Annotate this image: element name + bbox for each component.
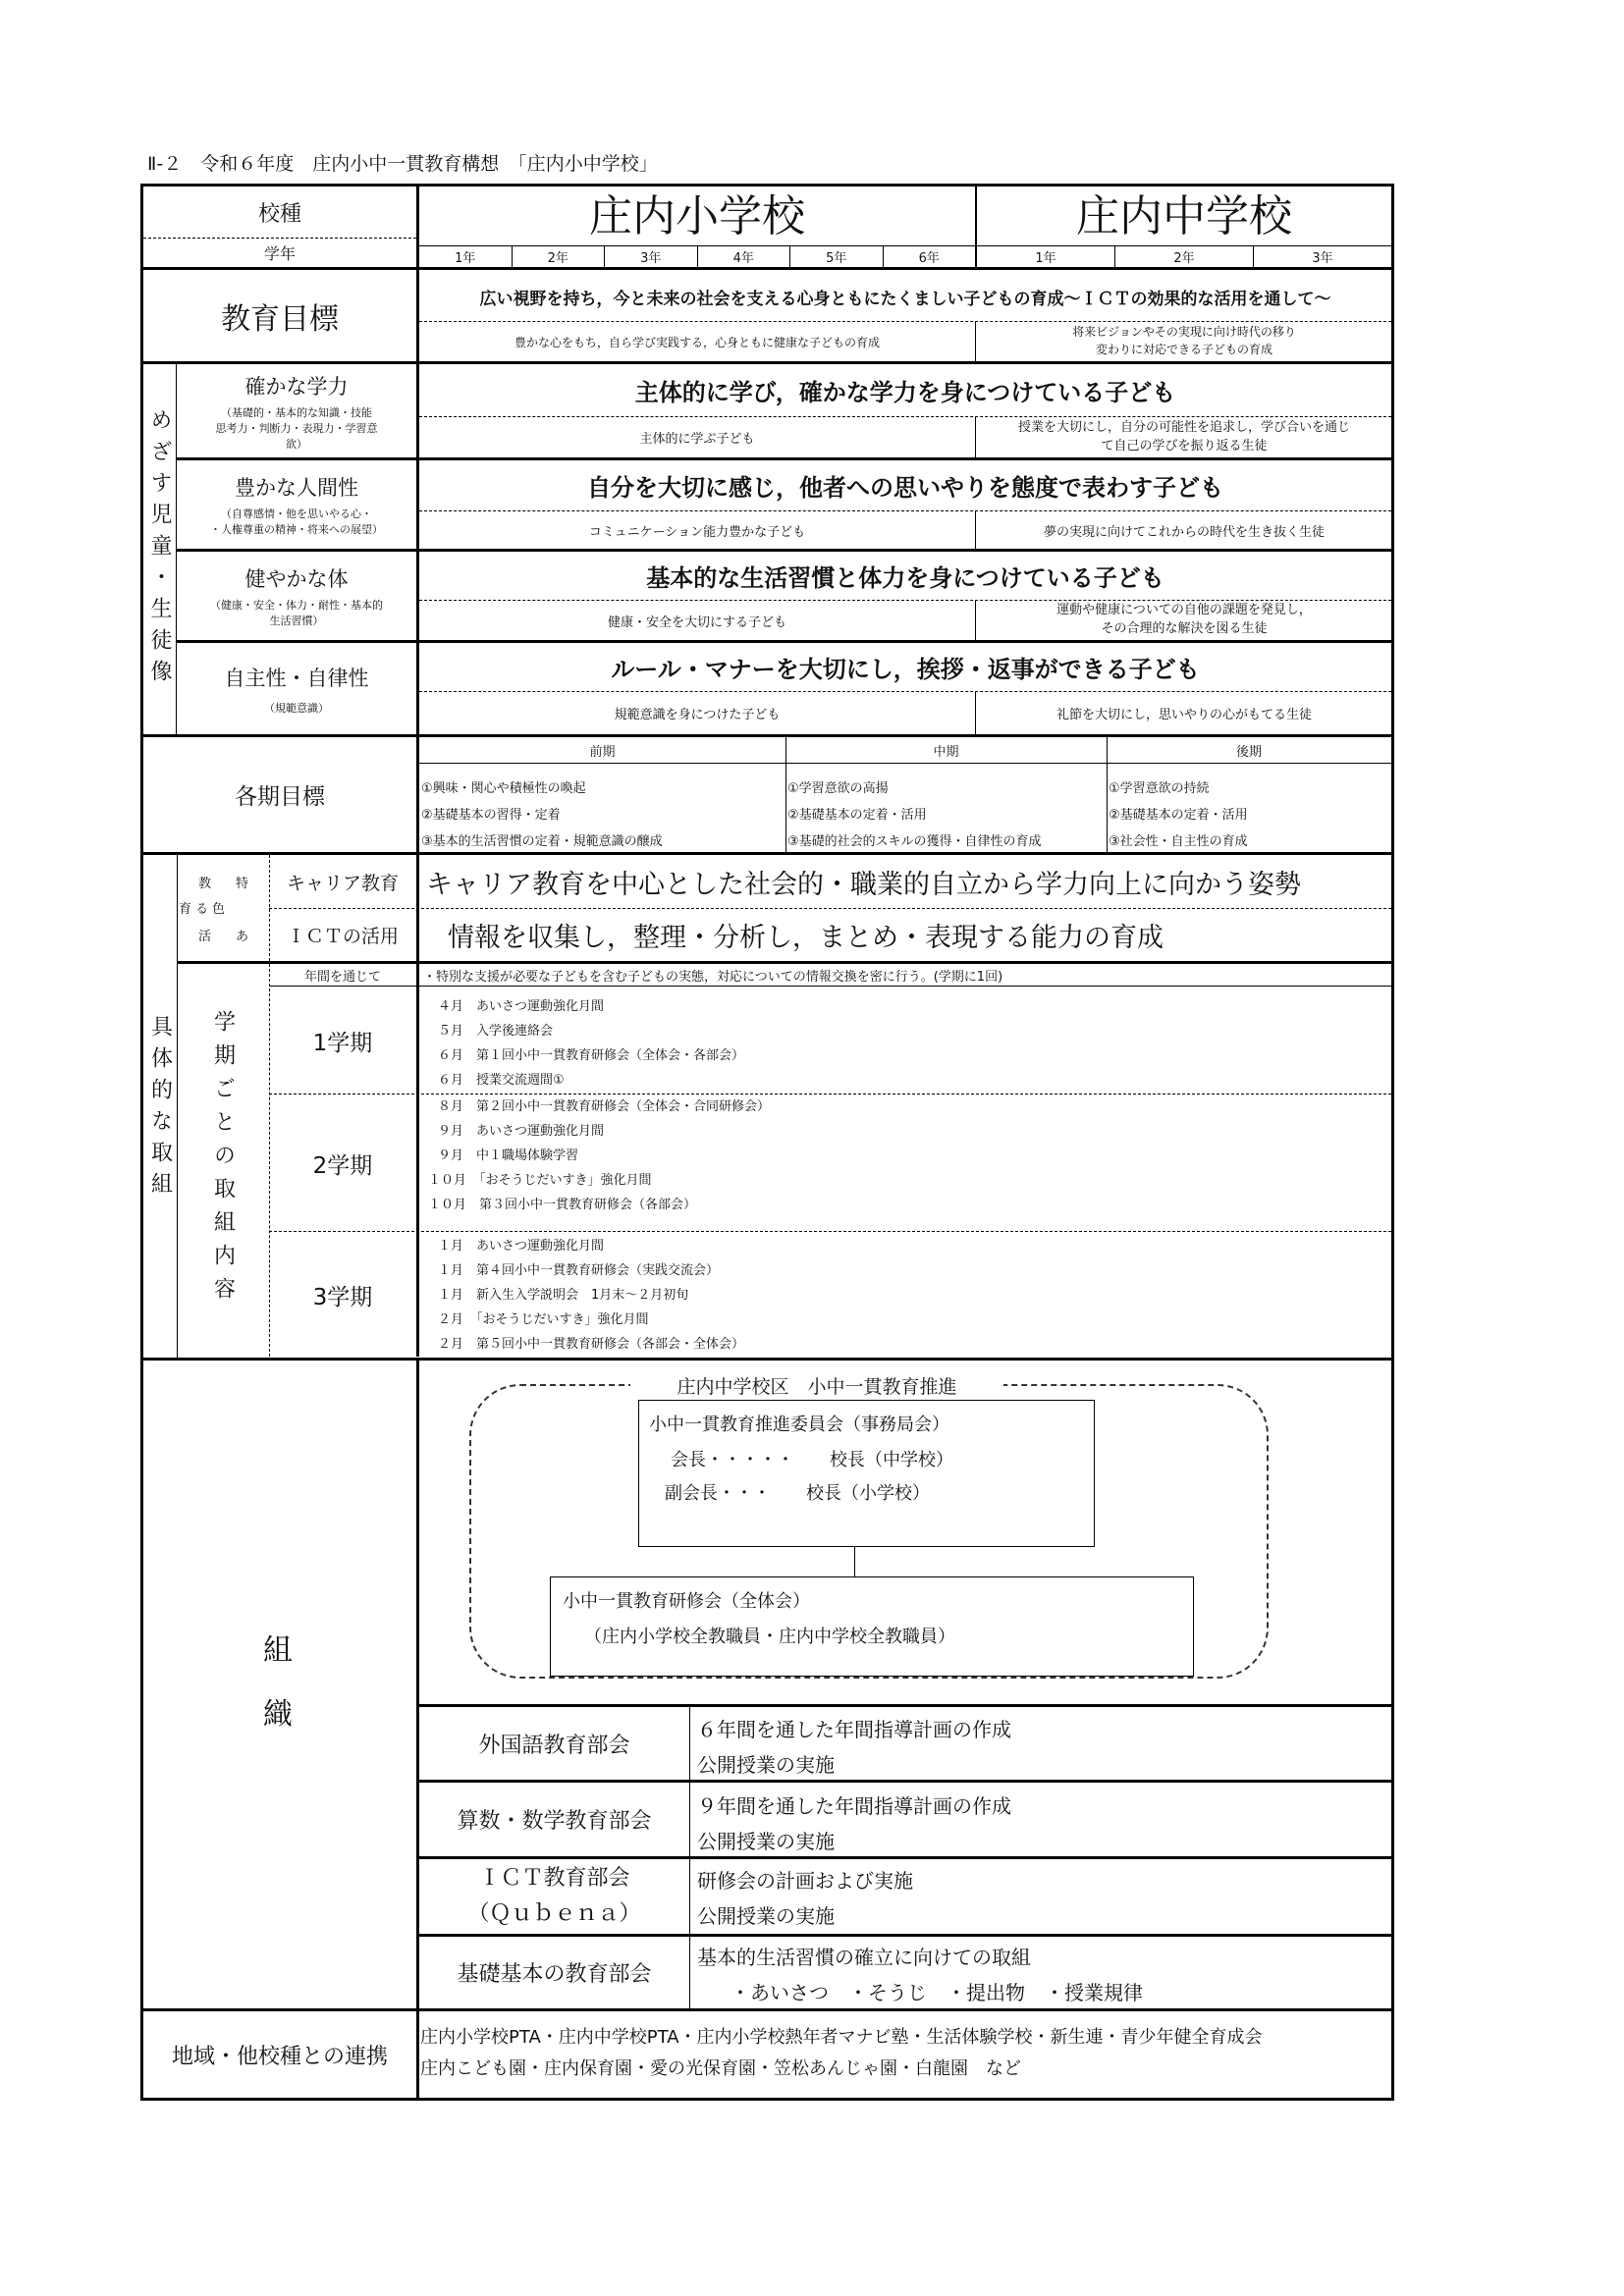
term-goal-list-late [1109,775,1389,855]
division-items: 基本的生活習慣の確立に向けての取組 ・あいさつ ・そうじ ・提出物 ・授業規律 [697,1946,1143,2004]
grade-cell: 3年 [1312,250,1333,266]
aim-junior-high: 授業を大切にし，自分の可能性を追求し，学び合いを通じ て自己の学びを振り返る生徒 [1017,419,1350,454]
aim-main: ルール・マナーを大切にし，挨拶・返事ができる子ども [611,655,1200,683]
list-item: １月 あいさつ運動強化月間 [438,1239,605,1254]
elementary-grades [419,245,975,267]
education-goal-elementary: 豊かな心をもち，自ら学び実践する，心身ともに健康な子どもの育成 [514,335,880,349]
term-1-list [438,994,1380,1093]
term-goals-label: 各期目標 [235,784,325,810]
list-item: ③基礎的社会的スキルの獲得・自律性の育成 [787,834,1042,849]
term-2-label: 2学期 [312,1152,373,1179]
term-goal-list-middle [787,775,1106,855]
division-items: ９年間を通した年間指導計画の作成 公開授業の実施 [697,1794,1011,1853]
term-1-label: 1学期 [312,1030,373,1056]
list-item: ②基礎基本の定着・活用 [787,808,927,823]
aim-junior-high: 礼節を大切にし，思いやりの心がもてる生徒 [1056,708,1312,722]
list-item: ５月 入学後連絡会 [438,1024,554,1039]
grade-cell: 1年 [419,245,513,267]
org-training-box: 小中一貫教育研修会（全体会） （庄内小学校全教職員・庄内中学校全教職員） [550,1576,1194,1677]
grade-cell: 3年 [605,245,698,267]
aim-elementary: 主体的に学ぶ子ども [639,432,755,447]
year-round-label: 年間を通じて [303,969,381,985]
division-name: ＩＣＴ教育部会 （Ｑｕｂｅｎａ） [467,1866,641,1926]
aim-row-autonomy [177,643,1391,734]
aim-label: 豊かな人間性 （自尊感情・他を思いやる心・ ・人権尊重の精神・将来への展望） [210,476,383,536]
list-item: ②基礎基本の定着・活用 [1109,808,1248,823]
list-item: ①興味・関心や積極性の喚起 [421,781,586,796]
list-item: ９月 中１職場体験学習 [438,1148,579,1163]
term-goal-list-early [421,775,785,855]
year-round-text: ・特別な支援が必要な子どもを含む子どもの実態，対応についての情報交換を密に行う。(学期に1回) [423,969,1003,985]
education-goal-junior-high: 将来ビジョンやその実現に向け時代の移り 変わりに対応できる子どもの育成 [1072,325,1296,356]
page-title: Ⅱ-２ 令和６年度 庄内小中一貫教育構想 「庄内小中学校」 [147,153,658,175]
education-goal-label: 教育目標 [221,301,339,337]
list-item: １０月 「おそうじだいすき」強化月間 [428,1173,652,1188]
aim-junior-high: 運動や健康についての自他の課題を発見し， その合理的な解決を図る生徒 [1056,603,1312,636]
list-item: ２月 第５回小中一貫教育研修会（各部会・全体会） [438,1337,745,1352]
list-item: ９月 あいさつ運動強化月間 [438,1124,605,1139]
grade-cell: 5年 [790,245,884,267]
list-item: ６月 第１回小中一貫教育研修会（全体会・各部会） [438,1048,745,1063]
aim-vertical-label: めざす児童・生徒像 [143,364,177,734]
list-item: ③基本的生活習慣の定着・規範意識の醸成 [421,834,663,849]
school-type-label: 校種 [257,201,301,227]
special-activities-label: 教 特 育る色 活 あ [179,877,255,944]
division-name: 外国語教育部会 [478,1733,630,1758]
list-item: ２月 「おそうじだいすき」強化月間 [438,1312,649,1327]
list-item: １月 第４回小中一貫教育研修会（実践交流会） [438,1263,720,1278]
list-item: ①学習意欲の持続 [1109,781,1210,796]
ict-label: ＩＣＴの活用 [286,925,399,947]
term-3-label: 3学期 [312,1284,373,1310]
aim-junior-high: 夢の実現に向けてこれからの時代を生き抜く生徒 [1043,524,1325,540]
community-text: 庄内小学校PTA・庄内中学校PTA・庄内小学校熱年者マナビ塾・生活体験学校・新生連・青少年健全育成会 庄内こども園・庄内保育園・愛の光保育園・笠松あんじゃ園・白龍園 など [420,2027,1263,2079]
junior-high-grades [977,245,1391,267]
term-3-list [438,1234,1380,1357]
term-2-list [428,1095,1380,1217]
list-item: １０月 第３回小中一貫教育研修会（各部会） [428,1198,697,1212]
aim-elementary: 規範意識を身につけた子ども [614,708,781,722]
division-name: 基礎基本の教育部会 [457,1962,652,1987]
grade-cell: 2年 [1115,245,1254,267]
concrete-vertical-label: 具体的な取組 [147,1015,173,1203]
term-period-early: 前期 [589,744,616,760]
list-item: １月 新入生入学説明会 1月末～２月初旬 [438,1288,689,1303]
career-label: キャリア教育 [286,872,399,894]
division-items: ６年間を通した年間指導計画の作成 公開授業の実施 [697,1718,1011,1777]
aim-main: 主体的に学び，確かな学力を身につけている子ども [634,378,1176,406]
junior-high-school-name: 庄内中学校 [1076,191,1292,241]
aim-label: 健やかな体 （健康・安全・体力・耐性・基本的 生活習慣） [210,567,383,627]
aim-main: 自分を大切に感じ，他者への思いやりを態度で表わす子ども [587,473,1223,502]
term-period-late: 後期 [1235,744,1262,760]
org-connector [854,1547,855,1576]
term-period-middle: 中期 [933,744,959,760]
aim-row-health [177,552,1391,640]
elementary-school-name: 庄内小学校 [589,191,805,241]
ict-text: 情報を収集し，整理・分析し，まとめ・表現する能力の育成 [448,922,1164,953]
aim-row-humanity [177,460,1391,549]
grade-cell: 6年 [918,250,940,266]
division-items: 研修会の計画および実施 公開授業の実施 [697,1869,913,1928]
grade-label: 学年 [263,243,296,263]
community-label: 地域・他校種との連携 [171,2044,388,2069]
grade-cell: 2年 [513,245,606,267]
term-activities-vertical-label: 学期ごとの取組内容 [210,1010,236,1310]
org-committee-box: 小中一貫教育推進委員会（事務局会） 会長・・・・・ 校長（中学校） 副会長・・・ 校長（小学校） [638,1400,1095,1547]
aim-label: 確かな学力 （基礎的・基本的な知識・技能 思考力・判断力・表現力・学習意 欲） [215,374,378,451]
org-label: 組 織 [263,1633,293,1732]
list-item: ６月 授業交流週間① [438,1073,565,1088]
list-item: ②基礎基本の習得・定着 [421,808,561,823]
aim-elementary: 健康・安全を大切にする子ども [607,614,786,630]
division-name: 算数・数学教育部会 [457,1809,652,1834]
education-goal-main: 広い視野を持ち，今と未来の社会を支える心身ともにたくましい子どもの育成～ＩＣＴの効果的な活用を通して～ [479,290,1331,309]
list-item: ８月 第２回小中一貫教育研修会（全体会・合同研修会） [438,1099,771,1114]
org-region-title: 庄内中学校区 小中一貫教育推進 [630,1372,1003,1398]
aim-row-academic [177,364,1391,457]
grade-cell: 4年 [698,245,791,267]
grade-cell: 1年 [977,245,1115,267]
list-item: ①学習意欲の高揚 [787,781,889,796]
aim-label: 自主性・自律性 （規範意識） [224,666,369,715]
aim-main: 基本的な生活習慣と体力を身につけている子ども [646,563,1164,592]
aim-elementary: コミュニケーション能力豊かな子ども [588,524,806,540]
list-item: ③社会性・自主性の育成 [1109,834,1248,849]
list-item: ４月 あいさつ運動強化月間 [438,999,605,1014]
career-text: キャリア教育を中心とした社会的・職業的自立から学力向上に向かう姿勢 [426,869,1301,900]
